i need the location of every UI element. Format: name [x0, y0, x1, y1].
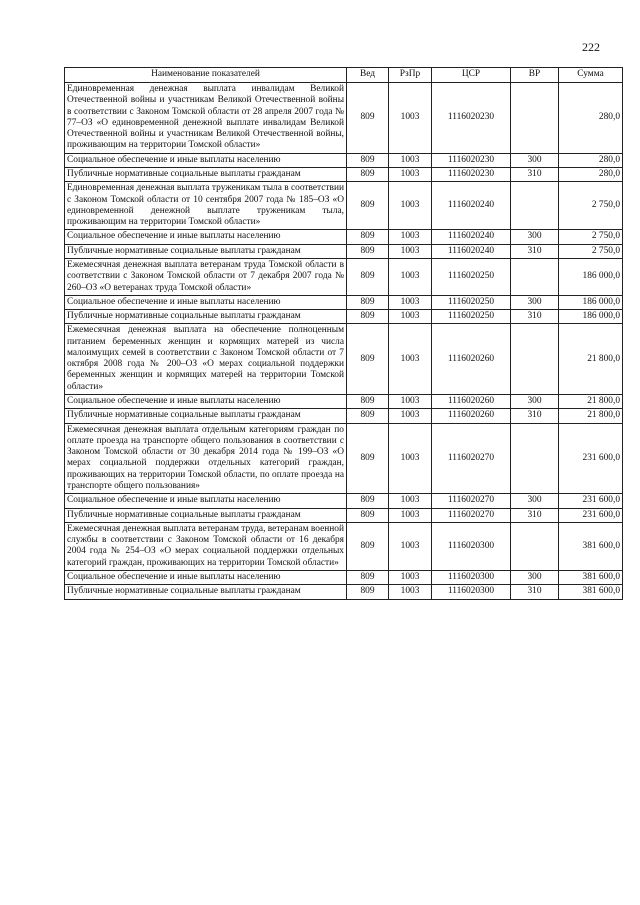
cell-ved: 809: [347, 494, 389, 508]
cell-name: Ежемесячная денежная выплата ветеранам труда, ветеранам военной службы в соответствии с Законом Томской области от 16 декабря 2004 года № 254–ОЗ «О мерах социальной поддержки отдельных категорий граждан, проживающих на территории Томской области»: [65, 522, 347, 570]
cell-rzpr: 1003: [389, 522, 432, 570]
cell-ved: 809: [347, 258, 389, 295]
cell-ved: 809: [347, 230, 389, 244]
cell-csr: 1116020300: [432, 585, 511, 599]
cell-csr: 1116020270: [432, 494, 511, 508]
cell-rzpr: 1003: [389, 423, 432, 494]
cell-sum: 2 750,0: [559, 244, 623, 258]
cell-csr: 1116020240: [432, 230, 511, 244]
cell-csr: 1116020240: [432, 182, 511, 230]
table-row: [65, 494, 623, 508]
header-ved: Вед: [347, 68, 389, 83]
header-vr: ВР: [511, 68, 559, 83]
table-body: [65, 83, 623, 600]
cell-ved: 809: [347, 83, 389, 154]
cell-vr: [511, 522, 559, 570]
cell-ved: 809: [347, 570, 389, 584]
cell-sum: 21 800,0: [559, 324, 623, 395]
cell-rzpr: 1003: [389, 83, 432, 154]
table-row: [65, 508, 623, 522]
table-row: [65, 244, 623, 258]
table-row: [65, 570, 623, 584]
cell-ved: 809: [347, 324, 389, 395]
cell-csr: 1116020250: [432, 258, 511, 295]
cell-csr: 1116020300: [432, 570, 511, 584]
cell-csr: 1116020250: [432, 295, 511, 309]
cell-ved: 809: [347, 395, 389, 409]
cell-name: Публичные нормативные социальные выплаты гражданам: [65, 310, 347, 324]
cell-sum: 21 800,0: [559, 395, 623, 409]
table-row: [65, 167, 623, 181]
table-row: [65, 83, 623, 154]
cell-name: Единовременная денежная выплата труженикам тыла в соответствии с Законом Томской области от 10 сентября 2007 года № 185–ОЗ «О единовременной денежной выплате труженикам тыла, проживающим на территории Томской области»: [65, 182, 347, 230]
cell-sum: 381 600,0: [559, 522, 623, 570]
cell-vr: [511, 324, 559, 395]
cell-sum: 280,0: [559, 153, 623, 167]
cell-rzpr: 1003: [389, 585, 432, 599]
cell-sum: 280,0: [559, 167, 623, 181]
cell-csr: 1116020270: [432, 508, 511, 522]
cell-csr: 1116020300: [432, 522, 511, 570]
header-name: Наименование показателей: [65, 68, 347, 83]
cell-name: Социальное обеспечение и иные выплаты населению: [65, 153, 347, 167]
cell-vr: 310: [511, 585, 559, 599]
cell-sum: 280,0: [559, 83, 623, 154]
cell-csr: 1116020270: [432, 423, 511, 494]
cell-vr: 300: [511, 295, 559, 309]
cell-csr: 1116020260: [432, 409, 511, 423]
cell-ved: 809: [347, 423, 389, 494]
table-row: [65, 153, 623, 167]
table-row: [65, 423, 623, 494]
table-row: [65, 295, 623, 309]
cell-sum: 2 750,0: [559, 230, 623, 244]
header-sum: Сумма: [559, 68, 623, 83]
cell-rzpr: 1003: [389, 182, 432, 230]
cell-sum: 2 750,0: [559, 182, 623, 230]
cell-sum: 381 600,0: [559, 585, 623, 599]
cell-sum: 381 600,0: [559, 570, 623, 584]
cell-rzpr: 1003: [389, 395, 432, 409]
table-row: [65, 395, 623, 409]
budget-table: [64, 67, 623, 600]
cell-sum: 186 000,0: [559, 258, 623, 295]
cell-vr: [511, 423, 559, 494]
cell-rzpr: 1003: [389, 508, 432, 522]
cell-csr: 1116020240: [432, 244, 511, 258]
cell-rzpr: 1003: [389, 153, 432, 167]
cell-rzpr: 1003: [389, 230, 432, 244]
cell-rzpr: 1003: [389, 244, 432, 258]
cell-ved: 809: [347, 244, 389, 258]
header-rzpr: РзПр: [389, 68, 432, 83]
cell-sum: 186 000,0: [559, 310, 623, 324]
page-number: 222: [582, 40, 600, 54]
cell-vr: 300: [511, 230, 559, 244]
cell-ved: 809: [347, 182, 389, 230]
header-csr: ЦСР: [432, 68, 511, 83]
cell-ved: 809: [347, 585, 389, 599]
table-row: [65, 585, 623, 599]
cell-vr: [511, 258, 559, 295]
table-row: [65, 522, 623, 570]
cell-csr: 1116020230: [432, 167, 511, 181]
cell-vr: 310: [511, 244, 559, 258]
cell-vr: 300: [511, 570, 559, 584]
cell-rzpr: 1003: [389, 494, 432, 508]
cell-rzpr: 1003: [389, 167, 432, 181]
cell-ved: 809: [347, 409, 389, 423]
cell-sum: 186 000,0: [559, 295, 623, 309]
table-row: [65, 409, 623, 423]
cell-ved: 809: [347, 310, 389, 324]
cell-vr: [511, 182, 559, 230]
cell-name: Социальное обеспечение и иные выплаты населению: [65, 395, 347, 409]
cell-vr: [511, 83, 559, 154]
cell-ved: 809: [347, 153, 389, 167]
table-row: [65, 324, 623, 395]
cell-rzpr: 1003: [389, 295, 432, 309]
cell-rzpr: 1003: [389, 310, 432, 324]
cell-csr: 1116020250: [432, 310, 511, 324]
cell-ved: 809: [347, 167, 389, 181]
cell-rzpr: 1003: [389, 324, 432, 395]
table-row: [65, 230, 623, 244]
cell-name: Ежемесячная денежная выплата на обеспечение полноценным питанием беременных женщин и кормящих матерей из числа малоимущих семей в соответствии с Законом Томской области от 7 октября 2008 года № 200–ОЗ «О мерах социальной поддержки беременных женщин и кормящих матерей на территории Томской области»: [65, 324, 347, 395]
cell-name: Социальное обеспечение и иные выплаты населению: [65, 494, 347, 508]
cell-vr: 310: [511, 409, 559, 423]
cell-name: Публичные нормативные социальные выплаты гражданам: [65, 409, 347, 423]
cell-csr: 1116020230: [432, 153, 511, 167]
table-row: [65, 258, 623, 295]
cell-vr: 310: [511, 167, 559, 181]
cell-csr: 1116020230: [432, 83, 511, 154]
cell-rzpr: 1003: [389, 409, 432, 423]
table-header-row: [65, 68, 623, 83]
cell-sum: 231 600,0: [559, 508, 623, 522]
cell-name: Публичные нормативные социальные выплаты гражданам: [65, 508, 347, 522]
cell-ved: 809: [347, 295, 389, 309]
cell-name: Социальное обеспечение и иные выплаты населению: [65, 230, 347, 244]
cell-vr: 310: [511, 508, 559, 522]
cell-csr: 1116020260: [432, 324, 511, 395]
cell-name: Публичные нормативные социальные выплаты гражданам: [65, 585, 347, 599]
cell-sum: 21 800,0: [559, 409, 623, 423]
cell-name: Публичные нормативные социальные выплаты гражданам: [65, 167, 347, 181]
cell-name: Публичные нормативные социальные выплаты гражданам: [65, 244, 347, 258]
cell-name: Социальное обеспечение и иные выплаты населению: [65, 570, 347, 584]
cell-name: Ежемесячная денежная выплата отдельным категориям граждан по оплате проезда на транспорте общего пользования в соответствии с Законом Томской области от 30 декабря 2014 года № 199–ОЗ «О мерах социальной поддержки отдельных категорий граждан, проживающих на территории Томской области, по оплате проезда на транспорте общего пользования»: [65, 423, 347, 494]
cell-csr: 1116020260: [432, 395, 511, 409]
table-row: [65, 310, 623, 324]
cell-vr: 310: [511, 310, 559, 324]
cell-name: Ежемесячная денежная выплата ветеранам труда Томской области в соответствии с Законом Томской области от 7 декабря 2007 года № 260–ОЗ «О ветеранах труда Томской области»: [65, 258, 347, 295]
cell-rzpr: 1003: [389, 258, 432, 295]
cell-vr: 300: [511, 395, 559, 409]
cell-sum: 231 600,0: [559, 494, 623, 508]
cell-name: Социальное обеспечение и иные выплаты населению: [65, 295, 347, 309]
cell-vr: 300: [511, 494, 559, 508]
cell-rzpr: 1003: [389, 570, 432, 584]
cell-ved: 809: [347, 522, 389, 570]
cell-name: Единовременная денежная выплата инвалидам Великой Отечественной войны и участникам Великой Отечественной войны в соответствии с Законом Томской области от 28 апреля 2007 года № 77–ОЗ «О единовременной денежной выплате инвалидам Великой Отечественной войны и участникам Великой Отечественной войны, проживающим на территории Томской области»: [65, 83, 347, 154]
table-row: [65, 182, 623, 230]
cell-sum: 231 600,0: [559, 423, 623, 494]
cell-ved: 809: [347, 508, 389, 522]
cell-vr: 300: [511, 153, 559, 167]
